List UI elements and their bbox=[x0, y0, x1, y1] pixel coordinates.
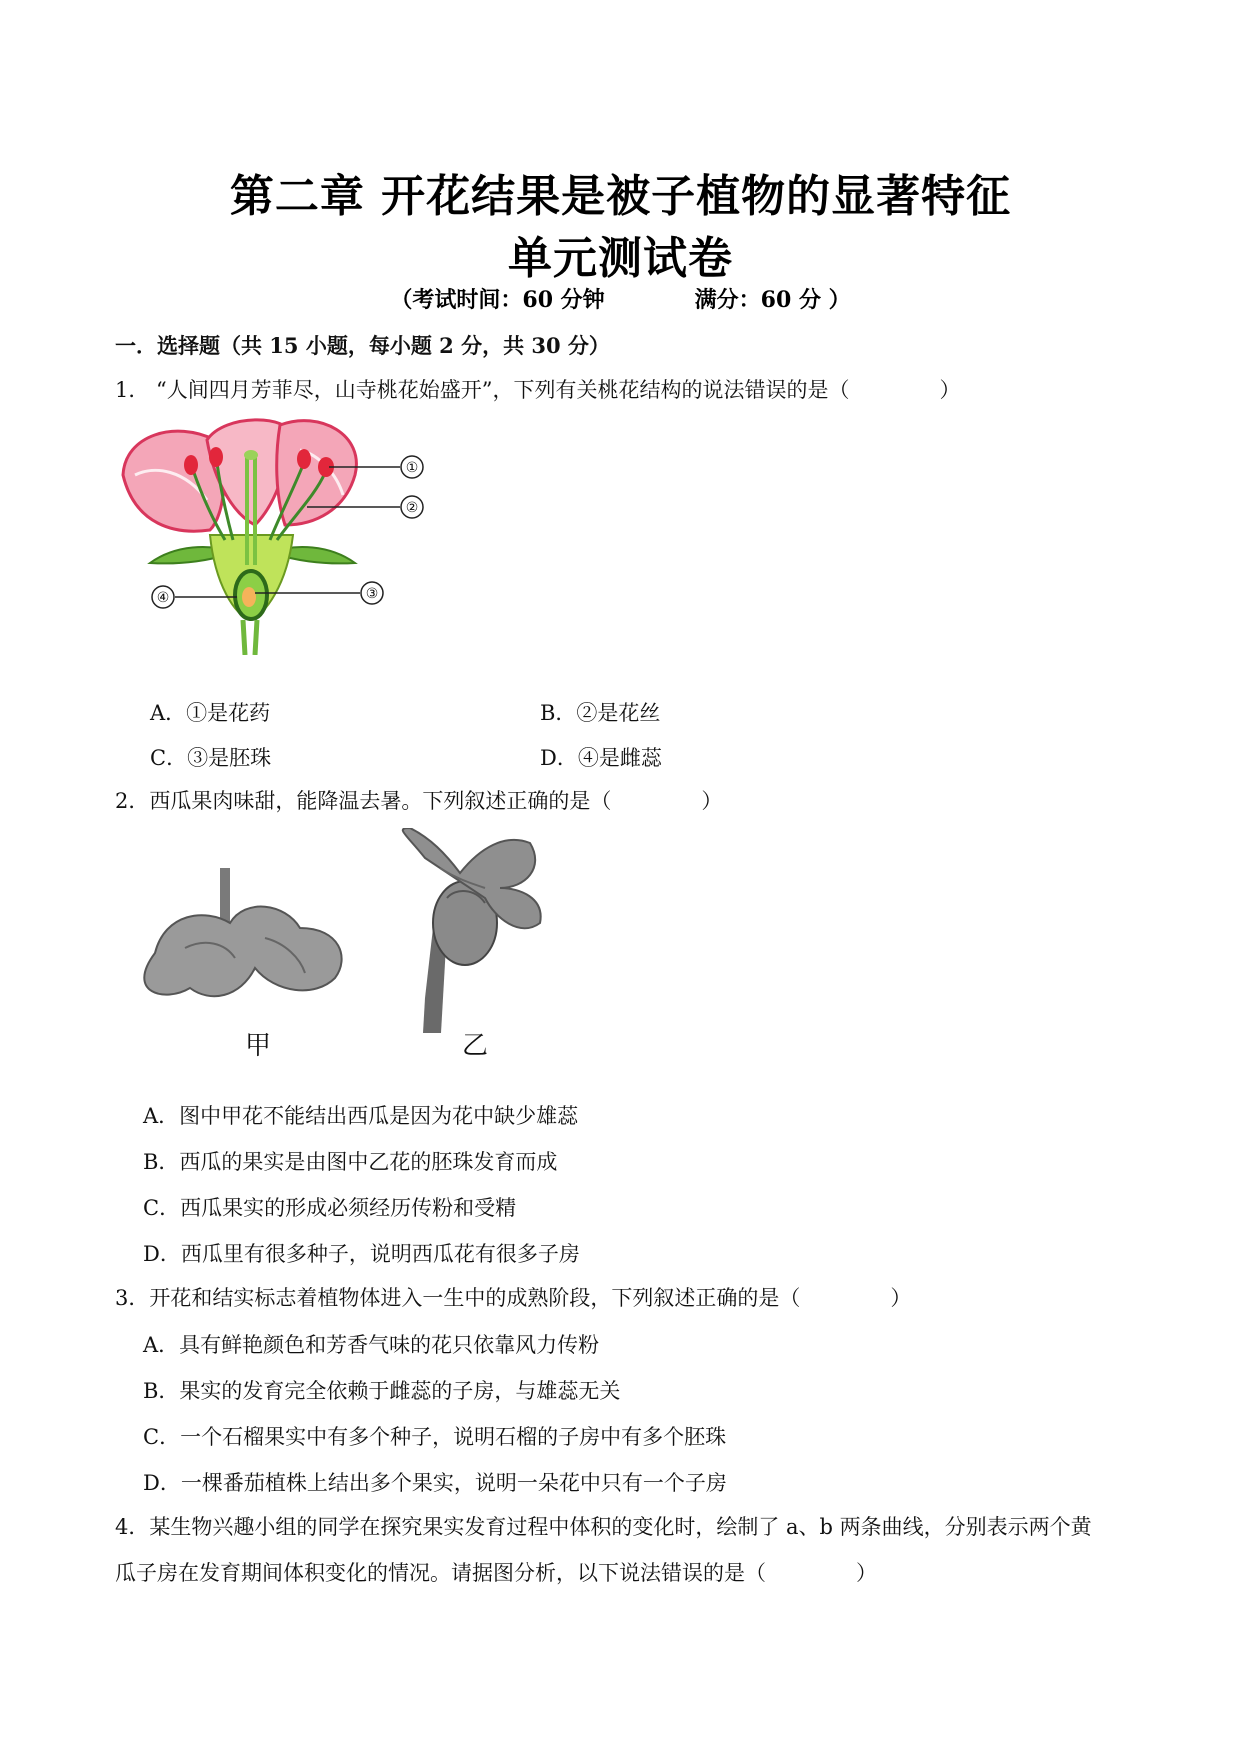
q3-option-b: B．果实的发育完全依赖于雌蕊的子房，与雄蕊无关 bbox=[143, 1379, 621, 1403]
figure-label-yi: 乙 bbox=[462, 1031, 489, 1061]
watermelon-flowers-figure bbox=[125, 828, 610, 1033]
figure-label-4: ④ bbox=[156, 590, 170, 606]
q3-option-c: C．一个石榴果实中有多个种子，说明石榴的子房中有多个胚珠 bbox=[143, 1425, 727, 1449]
peach-flower-diagram bbox=[115, 415, 435, 655]
question-4-stem-line1: 4．某生物兴趣小组的同学在探究果实发育过程中体积的变化时，绘制了 a、b 两条曲线，分别表示两个黄 bbox=[115, 1515, 1092, 1539]
full-score: 满分：60 分 ） bbox=[694, 287, 851, 313]
figure-label-1: ① bbox=[405, 460, 419, 476]
q2-option-a: A．图中甲花不能结出西瓜是因为花中缺少雄蕊 bbox=[143, 1104, 579, 1128]
figure-label-2: ② bbox=[405, 500, 419, 516]
page-subtitle: 单元测试卷 bbox=[508, 233, 733, 284]
question-paren-close: ） bbox=[701, 789, 723, 813]
q1-option-c: C．③是胚珠 bbox=[150, 746, 272, 770]
question-4-stem-line2 bbox=[115, 1558, 877, 1588]
figure-label-jia: 甲 bbox=[245, 1031, 272, 1061]
section-heading: 一．选择题（共 15 小题，每小题 2 分，共 30 分） bbox=[115, 333, 610, 358]
question-stem-text: 3．开花和结实标志着植物体进入一生中的成熟阶段，下列叙述正确的是（ bbox=[115, 1286, 801, 1310]
figure-label-3: ③ bbox=[365, 586, 379, 602]
q3-option-d: D．一棵番茄植株上结出多个果实，说明一朵花中只有一个子房 bbox=[143, 1471, 727, 1495]
q2-option-b: B．西瓜的果实是由图中乙花的胚珠发育而成 bbox=[143, 1150, 558, 1174]
q1-option-d: D．④是雌蕊 bbox=[540, 746, 662, 770]
exam-time: （考试时间：60 分钟 bbox=[390, 287, 605, 313]
question-paren-close: ） bbox=[856, 1561, 877, 1585]
question-paren-close: ） bbox=[939, 378, 961, 402]
question-2-stem bbox=[115, 786, 722, 816]
question-1-stem bbox=[115, 375, 961, 405]
question-3-stem bbox=[115, 1283, 911, 1313]
q2-option-c: C．西瓜果实的形成必须经历传粉和受精 bbox=[143, 1196, 517, 1220]
q2-option-d: D．西瓜里有很多种子，说明西瓜花有很多子房 bbox=[143, 1242, 580, 1266]
question-stem-text: 1． “人间四月芳菲尽，山寺桃花始盛开”，下列有关桃花结构的说法错误的是（ bbox=[115, 378, 850, 402]
q1-option-a: A．①是花药 bbox=[150, 701, 271, 725]
page-title: 第二章 开花结果是被子植物的显著特征 bbox=[229, 171, 1012, 222]
exam-info bbox=[0, 283, 1241, 314]
question-stem-text: 瓜子房在发育期间体积变化的情况。请据图分析，以下说法错误的是（ bbox=[115, 1561, 766, 1585]
question-stem-text: 2．西瓜果肉味甜，能降温去暑。下列叙述正确的是（ bbox=[115, 789, 612, 813]
q1-option-b: B．②是花丝 bbox=[540, 701, 661, 725]
q3-option-a: A．具有鲜艳颜色和芳香气味的花只依靠风力传粉 bbox=[143, 1333, 600, 1357]
question-paren-close: ） bbox=[890, 1286, 912, 1310]
